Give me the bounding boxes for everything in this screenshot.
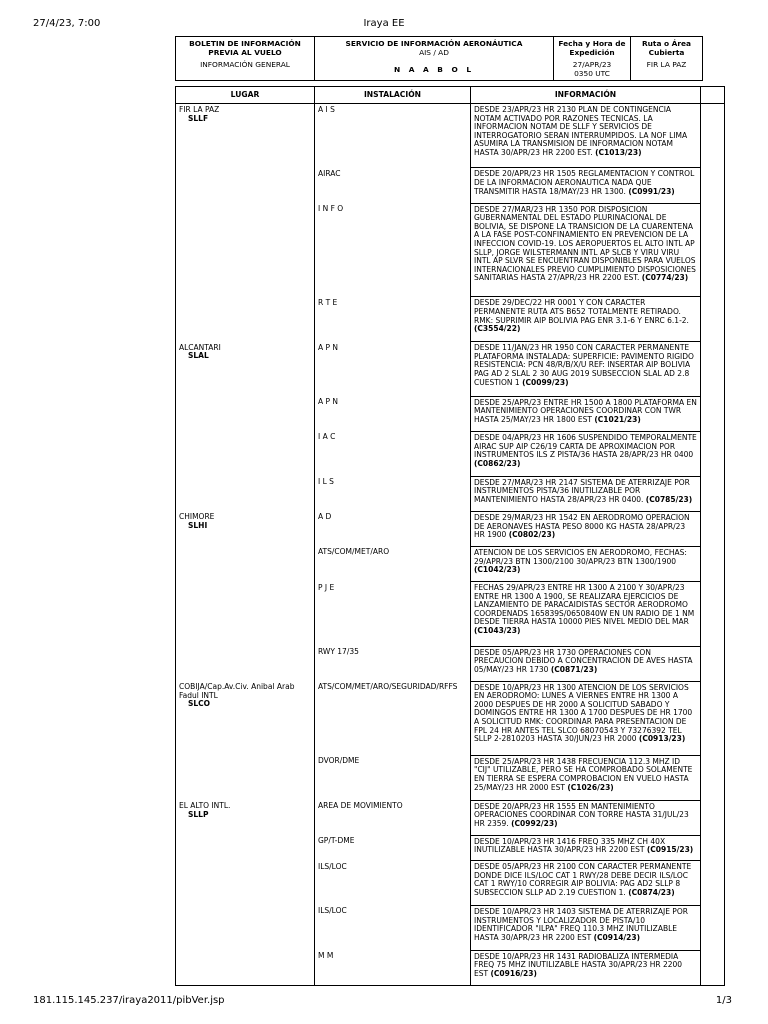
table-row (176, 511, 725, 546)
installation-name: I L S (318, 477, 334, 487)
notam-reference: (C0871/23) (550, 664, 598, 674)
route-value: FIR LA PAZ (646, 60, 687, 69)
installation-cell (315, 546, 471, 581)
installation-name: ILS/LOC (318, 906, 347, 916)
place-cell (176, 950, 315, 985)
notam-text (474, 106, 697, 158)
installation-cell (315, 950, 471, 985)
column-header-lugar: LUGAR (176, 87, 315, 104)
place-cell (176, 582, 315, 646)
installation-name: M M (318, 951, 334, 961)
notam-text (474, 803, 697, 829)
table-row (176, 546, 725, 581)
installation-name: A P N (318, 397, 339, 407)
notam-body: DESDE 20/APR/23 HR 1505 REGLAMENTACION Y CONTROL DE LA INFORMACION AERONAUTICA NADA QUE TRANSMITIR HASTA 18/MAY/23 HR 1300. (474, 169, 695, 196)
notam-body: DESDE 04/APR/23 HR 1606 SUSPENDIDO TEMPORALMENTE AIRAC SUP AIP C26/19 CARTA DE APROXIMACION POR INSTRUMENTOS ILS Z PISTA/36 HASTA 28/APR/23 HR 0400 (474, 432, 697, 460)
installation-name: P J E (318, 582, 335, 592)
place-name: COBIJA/Cap.Av.Civ. Anibal Arab Fadul INTL (179, 682, 295, 700)
notam-text (474, 549, 697, 575)
notam-text (474, 953, 697, 979)
blank-cell (701, 203, 725, 297)
table-row (176, 396, 725, 431)
notam-text (474, 863, 697, 897)
notam-reference: (C1042/23) (474, 565, 521, 575)
information-cell (471, 342, 701, 397)
information-cell (471, 396, 701, 431)
service-org: N A A B O L (393, 65, 475, 74)
information-cell (471, 297, 701, 342)
notam-text (474, 908, 697, 942)
installation-cell (315, 861, 471, 906)
column-header-instalacion: INSTALACIÓN (315, 87, 471, 104)
print-header (0, 18, 768, 32)
notam-body: ATENCION DE LOS SERVICIOS EN AERODROMO, FECHAS: 29/APR/23 BTN 1300/2100 30/APR/23 BTN 1300/1900 (474, 547, 687, 566)
information-cell (471, 835, 701, 860)
installation-cell (315, 582, 471, 646)
blank-cell (701, 755, 725, 800)
place-cell (176, 104, 315, 168)
installation-name: GP/T-DME (318, 836, 355, 846)
blank-cell (701, 800, 725, 835)
installation-name: R T E (318, 297, 338, 307)
installation-cell (315, 168, 471, 203)
table-row (176, 681, 725, 755)
installation-name: AREA DE MOVIMIENTO (318, 801, 403, 811)
place-cell (176, 297, 315, 342)
notam-reference: (C0802/23) (508, 530, 556, 540)
blank-cell (701, 104, 725, 168)
place-name: FIR LA PAZ (179, 105, 220, 114)
notam-body: DESDE 27/MAR/23 HR 2147 SISTEMA DE ATERRIZAJE POR INSTRUMENTOS PISTA/36 INUTILIZABLE POR MANTENIMIENTO HASTA 28/APR/23 HR 0400. (474, 477, 690, 505)
place-cell (176, 546, 315, 581)
installation-cell (315, 755, 471, 800)
installation-cell (315, 511, 471, 546)
service-subtitle: AIS / AD (419, 48, 449, 57)
table-row (176, 342, 725, 397)
notam-reference: (C0913/23) (638, 734, 686, 744)
place-cell (176, 861, 315, 906)
blank-cell (701, 476, 725, 511)
place-cell (176, 755, 315, 800)
installation-cell (315, 905, 471, 950)
installation-name: ATS/COM/MET/ARO (318, 547, 390, 557)
column-header-informacion: INFORMACIÓN (471, 87, 701, 104)
route-label: Ruta o Área Cubierta (641, 39, 692, 57)
notam-text (474, 838, 697, 855)
installation-name: A D (318, 512, 332, 522)
notam-text (474, 299, 697, 333)
place-cell (176, 646, 315, 681)
information-cell (471, 582, 701, 646)
information-cell (471, 546, 701, 581)
notam-body: DESDE 05/APR/23 HR 2100 CON CARACTER PERMANENTE DONDE DICE ILS/LOC CAT 1 RWY/28 DEBE DECIR ILS/LOC CAT 1 RWY/10 CORREGIR AIP BOLIVIA: PAG AD2 SLLP 8 SUBSECCION SLLP AD 2.19 CUESTION 1. (474, 862, 692, 897)
notam-body: DESDE 10/APR/23 HR 1300 ATENCION DE LOS SERVICIOS EN AERODROMO: LUNES A VIERNES ENTRE HR 1300 A 2000 DESPUES DE HR 2000 A SOLICITUD SABADO Y DOMINGOS ENTRE HR 1300 A 1700 DESPUES DE HR 1700 A SOLICITUD RMK: COORDINAR PARA PRESENTACION DE FPL 24 HR ANTES TEL SLCO 68070543 Y 73276392 TEL SLLP 2-2810203 HASTA 30/JUN/23 HR 2000 (474, 682, 693, 744)
installation-cell (315, 104, 471, 168)
information-cell (471, 905, 701, 950)
blank-cell (701, 582, 725, 646)
notam-reference: (C1043/23) (474, 626, 521, 636)
notam-reference: (C0099/23) (522, 377, 569, 387)
notam-body: FECHAS 29/APR/23 ENTRE HR 1300 A 2100 Y 30/APR/23 ENTRE HR 1300 A 1900, SE REALIZARA EJERCICIOS DE LANZAMIENTO DE PARACAIDISTAS SECTOR AERODROMO COORDENADS 165839S/0650840W EN UN RADIO DE 1 NM DESDE TIERRA HASTA 10000 PIES NIVEL MEDIO DEL MAR (474, 583, 695, 627)
place-cell (176, 681, 315, 755)
place-code: SLCO (188, 699, 211, 709)
blank-cell (701, 431, 725, 476)
table-row (176, 104, 725, 168)
installation-cell (315, 476, 471, 511)
table-row (176, 476, 725, 511)
notam-reference: (C1013/23) (595, 147, 642, 157)
information-cell (471, 511, 701, 546)
place-name: EL ALTO INTL. (179, 801, 231, 811)
place-code: SLLP (188, 809, 209, 819)
information-cell (471, 646, 701, 681)
notam-reference: (C0915/23) (646, 845, 694, 855)
table-row (176, 861, 725, 906)
table-row (176, 203, 725, 297)
installation-cell (315, 800, 471, 835)
place-cell (176, 800, 315, 835)
notam-reference: (C0774/23) (641, 273, 689, 283)
installation-cell (315, 297, 471, 342)
installation-cell (315, 681, 471, 755)
notam-body: DESDE 23/APR/23 HR 2130 PLAN DE CONTINGENCIA NOTAM ACTIVADO POR RAZONES TECNICAS. LA INFORMACION NOTAM DE SLLF Y SERVICIOS DE INTERROGATORIO SERAN INTERRUMPIDOS. LA NOF LIMA ASUMIRA LA TRANSMISION DE INFORMACION NOTAM HASTA 30/APR/23 HR 2200 EST. (474, 105, 688, 157)
notam-text (474, 170, 697, 196)
notam-reference: (C0785/23) (645, 495, 693, 505)
place-name: ALCANTARI (179, 342, 221, 352)
table-row (176, 646, 725, 681)
table-row (176, 905, 725, 950)
installation-cell (315, 431, 471, 476)
blank-cell (701, 168, 725, 203)
notam-table (175, 86, 725, 986)
information-cell (471, 800, 701, 835)
notam-body: DESDE 25/APR/23 ENTRE HR 1500 A 1800 PLATAFORMA EN MANTENIMIENTO OPERACIONES COORDINAR CON TWR HASTA 25/MAY/23 HR 1800 EST (474, 397, 697, 425)
notam-reference: (C0916/23) (490, 968, 537, 978)
notam-body: DESDE 29/DEC/22 HR 0001 Y CON CARACTER PERMANENTE RUTA ATS B652 TOTALMENTE RETIRADO. RMK: SUPRIMIR AIP BOLIVIA PAG ENR 3.1-6 Y ENRC 6.1-2. (474, 298, 689, 325)
column-header-blank (701, 87, 725, 104)
information-cell (471, 861, 701, 906)
place-cell (176, 905, 315, 950)
information-cell (471, 203, 701, 297)
blank-cell (701, 861, 725, 906)
notam-reference: (C0874/23) (628, 887, 675, 897)
blank-cell (701, 342, 725, 397)
notam-text (474, 479, 697, 505)
table-row (176, 582, 725, 646)
blank-cell (701, 396, 725, 431)
bulletin-header (175, 36, 703, 81)
installation-name: I A C (318, 432, 336, 442)
installation-name: A I S (318, 105, 335, 114)
notam-text (474, 684, 697, 744)
print-title: Iraya EE (363, 18, 405, 29)
issue-date-cell (554, 37, 631, 81)
notam-body: DESDE 05/APR/23 HR 1730 OPERACIONES CON PRECAUCION DEBIDO A CONCENTRACION DE AVES HASTA 05/MAY/23 HR 1730 (474, 647, 693, 674)
place-cell (176, 342, 315, 397)
blank-cell (701, 905, 725, 950)
blank-cell (701, 297, 725, 342)
installation-name: RWY 17/35 (318, 647, 359, 657)
notam-reference: (C1021/23) (594, 415, 641, 425)
notam-body: DESDE 29/MAR/23 HR 1542 EN AERODROMO OPERACION DE AERONAVES HASTA PESO 8000 KG HASTA 28/APR/23 HR 1900 (474, 512, 690, 540)
place-code: SLAL (188, 351, 209, 361)
installation-cell (315, 646, 471, 681)
print-footer (0, 995, 768, 1009)
installation-cell (315, 342, 471, 397)
notam-text (474, 758, 697, 792)
blank-cell (701, 835, 725, 860)
issue-date-label: Fecha y Hora de Expedición (558, 39, 626, 57)
notam-reference: (C0992/23) (511, 818, 558, 828)
notam-body: DESDE 20/APR/23 HR 1555 EN MANTENIMIENTO OPERACIONES COORDINAR CON TORRE HASTA 31/JUL/23 HR 2359. (474, 801, 689, 828)
information-cell (471, 681, 701, 755)
notam-body: DESDE 10/APR/23 HR 1431 RADIOBALIZA INTERMEDIA FREQ 75 MHZ INUTILIZABLE HASTA 30/APR/23 HR 2200 EST (474, 951, 683, 978)
bulletin-subtitle: INFORMACIÓN GENERAL (200, 60, 290, 69)
notam-text (474, 649, 697, 675)
information-cell (471, 950, 701, 985)
route-cell (631, 37, 703, 81)
place-name: CHIMORE (179, 512, 215, 522)
table-row (176, 431, 725, 476)
blank-cell (701, 546, 725, 581)
information-cell (471, 168, 701, 203)
place-cell (176, 511, 315, 546)
installation-name: ATS/COM/MET/ARO/SEGURIDAD/RFFS (318, 682, 458, 692)
table-row (176, 800, 725, 835)
blank-cell (701, 681, 725, 755)
notam-text (474, 206, 697, 283)
place-cell (176, 835, 315, 860)
print-page-number: 1/3 (715, 995, 732, 1006)
place-cell (176, 396, 315, 431)
bulletin-title-cell (176, 37, 315, 81)
table-row (176, 835, 725, 860)
table-row (176, 297, 725, 342)
installation-name: I N F O (318, 204, 344, 214)
notam-text (474, 514, 697, 540)
installation-name: A P N (318, 342, 339, 352)
place-code: SLHI (188, 521, 208, 530)
place-cell (176, 203, 315, 297)
information-cell (471, 431, 701, 476)
notam-body: DESDE 10/APR/23 HR 1416 FREQ 335 MHZ CH 40X INUTILIZABLE HASTA 30/APR/23 HR 2200 EST (474, 836, 666, 855)
installation-cell (315, 203, 471, 297)
table-row (176, 168, 725, 203)
installation-cell (315, 835, 471, 860)
information-cell (471, 755, 701, 800)
table-row (176, 950, 725, 985)
notam-reference: (C0862/23) (474, 458, 521, 468)
notam-text (474, 399, 697, 425)
issue-time-value: 0350 UTC (574, 69, 610, 78)
notam-body: DESDE 11/JAN/23 HR 1950 CON CARACTER PERMANENTE PLATAFORMA INSTALADA: SUPERFICIE: PAVIMENTO RIGIDO RESISTENCIA: PCN 48/R/B/X/U REF: INSERTAR AIP BOLIVIA PAG AD 2 SLAL 2 30 AUG 2019 SUBSECCION SLAL AD 2.8 CUESTION 1 (474, 343, 694, 387)
place-cell (176, 431, 315, 476)
notam-body: DESDE 27/MAR/23 HR 1350 POR DISPOSICION GUBERNAMENTAL DEL ESTADO PLURINACIONAL DE BOLIVIA, SE DISPONE LA TRANSICION DE LA CUARENTENA A LA FASE POST-CONFINAMIENTO EN PREVENCION DE LA INFECCION COVID-19. LOS AEROPUERTOS EL ALTO INTL AP SLLP, JORGE WILSTERMANN INTL AP SLCB Y VIRU VIRU INTL AP SLVR SE ENCUENTRAN DISPONIBLES PARA VUELOS INTERNACIONALES PREVIO CUMPLIMIENTO DISPOSICIONES SANITARIAS HASTA 27/APR/23 HR 2200 EST. (474, 204, 696, 283)
service-cell (315, 37, 554, 81)
installation-cell (315, 396, 471, 431)
notam-body: DESDE 10/APR/23 HR 1403 SISTEMA DE ATERRIZAJE POR INSTRUMENTOS Y LOCALIZADOR DE PISTA/10 IDENTIFICADOR "ILPA" FREQ 110.3 MHZ INUTILIZABLE HASTA 30/APR/23 HR 2200 EST (474, 906, 688, 942)
notam-text (474, 584, 697, 636)
issue-date-value: 27/APR/23 (572, 60, 612, 69)
information-cell (471, 476, 701, 511)
table-row (176, 755, 725, 800)
print-datetime: 27/4/23, 7:00 (33, 18, 101, 29)
notam-body: DESDE 25/APR/23 HR 1438 FRECUENCIA 112.3 MHZ ID "CIJ" UTILIZABLE, PERO SE HA COMPROBADO SOLAMENTE EN TIERRA SE ESPERA COMPROBACION EN VUELO HASTA 25/MAY/23 HR 2000 EST (474, 756, 693, 792)
notam-text (474, 434, 697, 468)
place-cell (176, 168, 315, 203)
bulletin-title: BOLETIN DE INFORMACIÓN PREVIA AL VUELO (189, 39, 301, 57)
notam-text (474, 344, 697, 387)
blank-cell (701, 511, 725, 546)
place-code: SLLF (188, 113, 209, 123)
notam-reference: (C0991/23) (628, 186, 675, 196)
service-title: SERVICIO DE INFORMACIÓN AERONÁUTICA (345, 39, 523, 48)
information-cell (471, 104, 701, 168)
print-url: 181.115.145.237/iraya2011/pibVer.jsp (33, 995, 225, 1006)
place-cell (176, 476, 315, 511)
blank-cell (701, 646, 725, 681)
notam-reference: (C1026/23) (567, 782, 614, 792)
notam-reference: (C3554/22) (474, 324, 521, 334)
installation-name: AIRAC (318, 168, 341, 178)
notam-reference: (C0914/23) (593, 932, 641, 942)
installation-name: ILS/LOC (318, 861, 347, 871)
installation-name: DVOR/DME (318, 756, 360, 766)
blank-cell (701, 950, 725, 985)
